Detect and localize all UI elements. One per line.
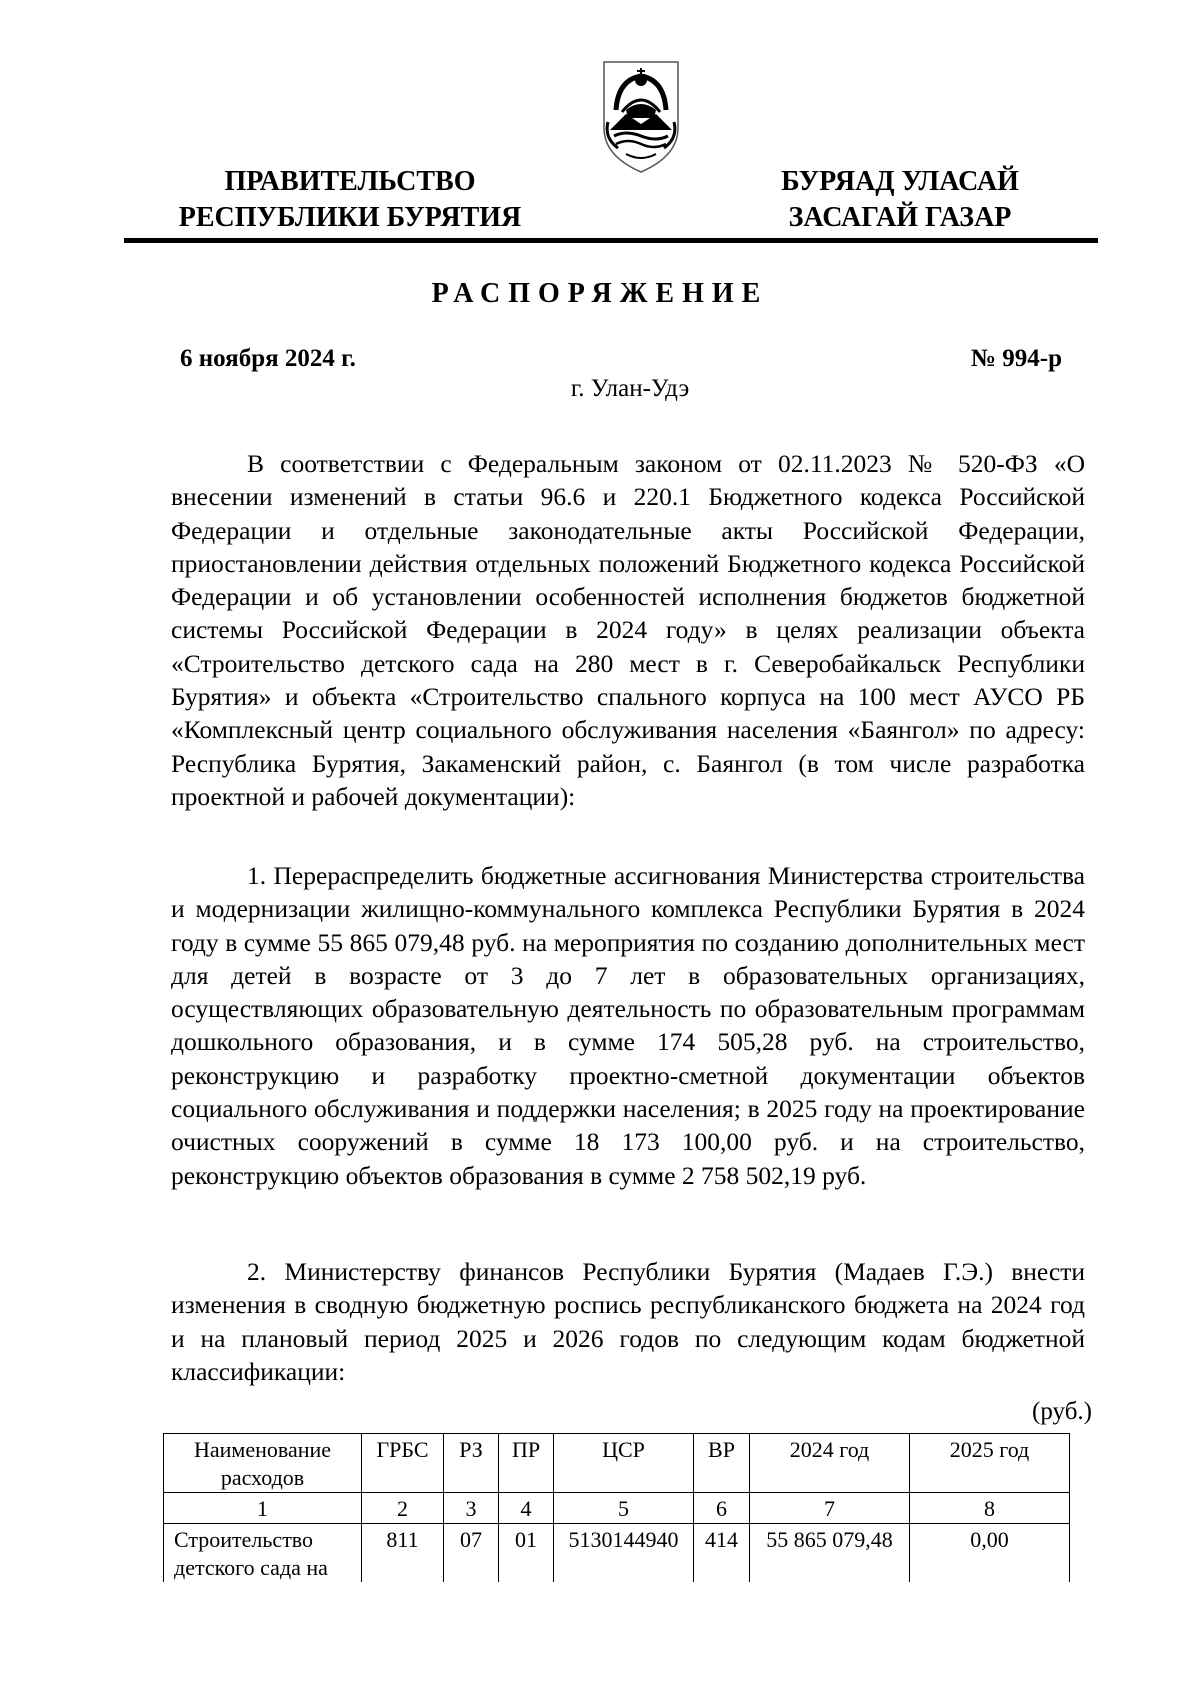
table-header-row	[164, 1434, 1070, 1493]
document-date: 6 ноября 2024 г.	[180, 345, 356, 372]
coat-of-arms-emblem	[596, 58, 686, 176]
cell-grbs: 811	[362, 1524, 444, 1583]
preamble	[171, 447, 1085, 813]
col-num: 1	[164, 1493, 362, 1524]
document-city: г. Улан-Удэ	[570, 375, 690, 402]
col-num: 6	[694, 1493, 750, 1524]
document-number: № 994-р	[970, 345, 1062, 372]
cell-2024: 55 865 079,48	[750, 1524, 910, 1583]
table-row	[164, 1524, 1070, 1583]
col-num: 4	[499, 1493, 554, 1524]
cell-2025: 0,00	[910, 1524, 1070, 1583]
th-csr: ЦСР	[554, 1434, 694, 1493]
header-left-line1: ПРАВИТЕЛЬСТВО	[224, 166, 476, 197]
paragraph-clause-2: 2. Министерству финансов Республики Бурятия (Мадаев Г.Э.) внести изменения в сводную бюджетную роспись республиканского бюджета на 2024 год и на плановый период 2025 и 2026 годов по следующим кодам бюджетной классификации:	[171, 1257, 1085, 1386]
cell-pr: 01	[499, 1524, 554, 1583]
cell-rz: 07	[444, 1524, 499, 1583]
header-left-line2: РЕСПУБЛИКИ БУРЯТИЯ	[178, 202, 522, 233]
col-num: 7	[750, 1493, 910, 1524]
col-num: 8	[910, 1493, 1070, 1524]
cell-vr: 414	[694, 1524, 750, 1583]
clause-2	[171, 1255, 1085, 1388]
th-name: Наименование расходов	[164, 1434, 362, 1493]
paragraph-clause-1: 1. Перераспределить бюджетные ассигнования Министерства строительства и модернизации жилищно-коммунального комплекса Республики Бурятия в 2024 году в сумме 55 865 079,48 руб. на мероприятия по созданию дополнительных мест для детей в возрасте от 3 до 7 лет в образовательных организациях, осуществляющих образовательную деятельность по образовательным программам дошкольного образования, и в сумме 174 505,28 руб. на строительство, реконструкцию и разработку проектно-сметной документации объектов социального обслуживания и поддержки населения; в 2025 году на проектирование очистных сооружений в сумме 18 173 100,00 руб. и на строительство, реконструкцию объектов образования в сумме 2 758 502,19 руб.	[171, 861, 1085, 1190]
header-right-line1: БУРЯАД УЛАСАЙ	[781, 166, 1019, 197]
document-type: РАСПОРЯЖЕНИЕ	[431, 278, 769, 309]
col-num: 5	[554, 1493, 694, 1524]
col-num: 3	[444, 1493, 499, 1524]
paragraph-preamble: В соответствии с Федеральным законом от 02.11.2023 № 520-ФЗ «О внесении изменений в статьи 96.6 и 220.1 Бюджетного кодекса Российской Федерации и отдельные законодательные акты Российской Федерации, приостановлении действия отдельных положений Бюджетного кодекса Российской Федерации и об установлении особенностей исполнения бюджетов бюджетной системы Российской Федерации в 2024 году» в целях реализации объекта «Строительство детского сада на 280 мест в г. Северобайкальск Республики Бурятия» и объекта «Строительство спального корпуса на 100 мест АУСО РБ «Комплексный центр социального обслуживания населения «Баянгол» по адресу: Республика Бурятия, Закаменский район, с. Баянгол (в том числе разработка проектной и рабочей документации):	[171, 449, 1085, 811]
th-pr: ПР	[499, 1434, 554, 1493]
cell-csr: 5130144940	[554, 1524, 694, 1583]
th-2025: 2025 год	[910, 1434, 1070, 1493]
table-unit: (руб.)	[1032, 1398, 1092, 1425]
header-divider	[124, 238, 1098, 243]
th-rz: РЗ	[444, 1434, 499, 1493]
header-left	[140, 164, 560, 236]
cell-name: Строительство детского сада на	[164, 1524, 362, 1583]
clause-1	[171, 859, 1085, 1192]
budget-table	[163, 1433, 1070, 1582]
th-2024: 2024 год	[750, 1434, 910, 1493]
th-vr: ВР	[694, 1434, 750, 1493]
header-right-line2: ЗАСАГАЙ ГАЗАР	[788, 202, 1012, 233]
header-right	[740, 164, 1060, 236]
col-num: 2	[362, 1493, 444, 1524]
th-grbs: ГРБС	[362, 1434, 444, 1493]
table-number-row	[164, 1493, 1070, 1524]
